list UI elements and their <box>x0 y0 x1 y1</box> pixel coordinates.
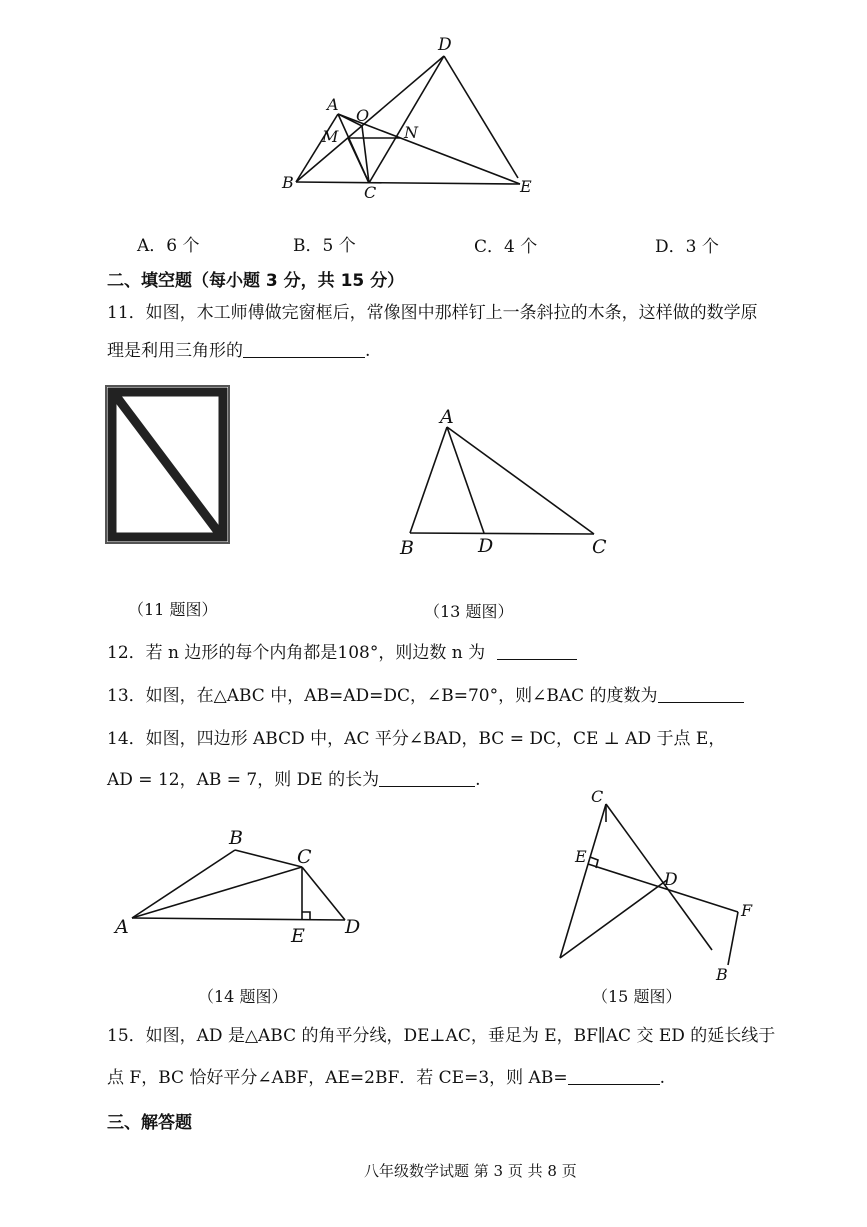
fig14-label-E: E <box>291 925 305 947</box>
fig13-label-D: D <box>478 535 494 557</box>
fig15-label-F: F <box>741 901 753 920</box>
q15-answer-blank[interactable] <box>568 1068 660 1085</box>
q15-line1: 15．如图，AD 是△ABC 的角平分线，DE⊥AC，垂足为 E，BF∥AC 交 ED 的延长线于 <box>107 1026 776 1046</box>
fig14-label-B: B <box>229 827 243 849</box>
fig14-label-D: D <box>345 916 361 938</box>
section-2-title: 二、填空题（每小题 3 分，共 15 分） <box>107 271 405 291</box>
caption-fig11: （11 题图） <box>128 600 218 619</box>
q10-option-d: D．3 个 <box>655 237 719 257</box>
fig10-label-B: B <box>282 173 294 192</box>
q10-option-c: C．4 个 <box>474 237 538 257</box>
q14-tail: . <box>475 770 481 790</box>
q15-tail: . <box>659 1068 665 1088</box>
q15-line2-text: 点 F，BC 恰好平分∠ABF，AE=2BF．若 CE=3，则 AB= <box>107 1068 568 1088</box>
q10-option-a: A．6 个 <box>137 236 200 256</box>
q13-text: 13．如图，在△ABC 中，AB=AD=DC，∠B=70°，则∠BAC 的度数为 <box>107 686 658 706</box>
caption-fig15: （15 题图） <box>592 987 682 1006</box>
fig10-label-E: E <box>520 177 532 196</box>
fig10-label-A: A <box>327 95 339 114</box>
fig15-label-E: E <box>575 847 587 866</box>
fig13-label-A: A <box>440 406 454 428</box>
fig10-label-M: M <box>322 127 339 146</box>
page-footer: 八年级数学试题 第 3 页 共 8 页 <box>364 1162 577 1180</box>
q14-line2-text: AD = 12，AB = 7，则 DE 的长为 <box>107 770 380 790</box>
fig10-label-N: N <box>404 123 418 142</box>
section-3-title: 三、解答题 <box>107 1113 192 1133</box>
caption-fig14: （14 题图） <box>198 987 288 1006</box>
q11-line1: 11．如图，木工师傅做完窗框后，常像图中那样钉上一条斜拉的木条，这样做的数学原 <box>107 303 758 323</box>
caption-fig13: （13 题图） <box>424 602 514 621</box>
fig13-label-C: C <box>592 536 607 558</box>
fig10-label-C: C <box>364 183 377 202</box>
fig10-label-D: D <box>438 35 452 55</box>
fig14-label-A: A <box>115 916 129 938</box>
q10-option-b: B．5 个 <box>293 236 356 256</box>
q15-line2 <box>107 1068 665 1088</box>
q11-tail: . <box>365 341 371 361</box>
fig10-label-O: O <box>356 106 370 125</box>
fig13-label-B: B <box>400 537 414 559</box>
q11-line2-text: 理是利用三角形的 <box>107 341 243 361</box>
q12-text: 12．若 n 边形的每个内角都是108°，则边数 n 为 <box>107 643 486 663</box>
fig14-label-C: C <box>297 846 312 868</box>
fig15-label-D: D <box>664 870 678 890</box>
q14-line1: 14．如图，四边形 ABCD 中，AC 平分∠BAD，BC = DC，CE ⊥ AD 于点 E， <box>107 729 726 749</box>
fig15-label-B: B <box>716 965 728 984</box>
fig15-label-C: C <box>591 787 604 806</box>
